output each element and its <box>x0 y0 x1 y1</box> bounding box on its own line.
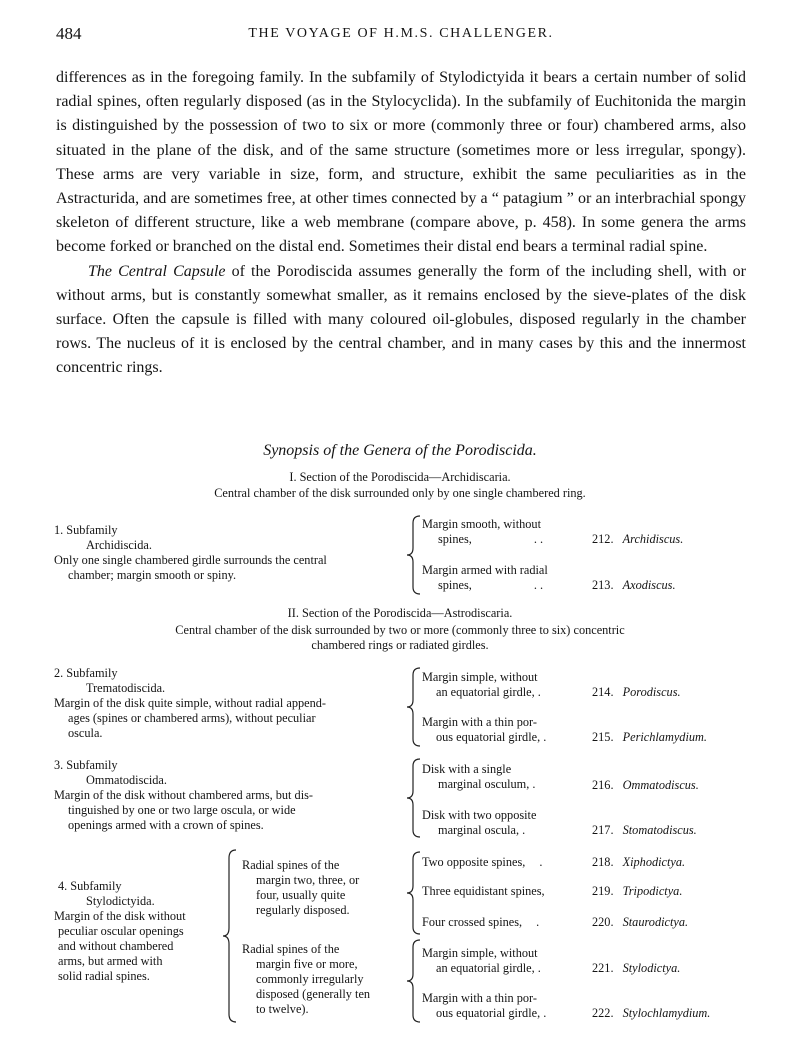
subfamily-4-desc-4: arms, but armed with <box>58 954 163 968</box>
group-b-desc-1: Radial spines of the <box>242 942 340 956</box>
subfamily-2-name: Trematodiscida. <box>86 681 166 695</box>
subfamily-3 <box>54 758 404 833</box>
genus-row-220: Four crossed spines, . 220. Staurodictya. <box>422 915 689 929</box>
subfamily-1-desc-1: Only one single chambered girdle surrounds the central <box>54 553 327 567</box>
subfamily-3-desc-2: tinguished by one or two large oscula, or wide <box>68 803 296 817</box>
genus-216-line2: marginal osculum, . <box>438 777 536 791</box>
subfamily-3-desc-1: Margin of the disk without chambered arms, but dis- <box>54 788 313 802</box>
genus-222: 222. Stylochlamydium. <box>592 1006 711 1020</box>
genus-216: 216. Ommatodiscus. <box>592 778 699 792</box>
subfamily-4-desc-3: and without chambered <box>58 939 174 953</box>
genus-215-line2: ous equatorial girdle, . <box>436 730 547 744</box>
genus-row-221 <box>422 946 592 976</box>
genus-217: 217. Stomatodiscus. <box>592 823 697 837</box>
genus-217-line1: Disk with two opposite <box>422 808 537 822</box>
genus-215: 215. Perichlamydium. <box>592 730 707 744</box>
subfamily-2-desc-2: ages (spines or chambered arms), without peculiar <box>68 711 316 725</box>
genus-row-219: Three equidistant spines, 219. Tripodictya. <box>422 884 683 898</box>
genus-220-number: 220. <box>592 915 614 929</box>
brace-1 <box>402 514 424 596</box>
brace-2 <box>402 666 424 748</box>
genus-220: Staurodictya. <box>622 915 689 929</box>
section-1-description: Central chamber of the disk surrounded only by one single chambered ring. <box>214 486 586 500</box>
group-b-desc-3: commonly irregularly <box>256 972 364 986</box>
group-a-desc-1: Radial spines of the <box>242 858 340 872</box>
body-text <box>56 66 746 381</box>
genus-row-218: Two opposite spines, . 218. Xiphodictya. <box>422 855 686 869</box>
brace-4-outer <box>218 848 240 1024</box>
genus-218-number: 218. <box>592 855 614 869</box>
group-b-desc-4: disposed (generally ten <box>256 987 371 1001</box>
genus-row-216 <box>422 762 592 792</box>
subfamily-2-desc-3: oscula. <box>68 726 103 740</box>
genus-222-line2: ous equatorial girdle, . <box>436 1006 547 1020</box>
genus-219-number: 219. <box>592 884 614 898</box>
paragraph-2-lead: The Central Capsule <box>88 262 226 280</box>
subfamily-4-desc-1: Margin of the disk without <box>54 909 186 923</box>
genus-217-line2: marginal oscula, . <box>438 823 526 837</box>
group-a-desc-3: four, usually quite <box>256 888 346 902</box>
subfamily-3-number: 3. Subfamily <box>54 758 118 772</box>
group-b-desc-5: to twelve). <box>256 1002 309 1016</box>
genus-213-line1: Margin armed with radial <box>422 563 548 577</box>
genus-row-214 <box>422 670 592 700</box>
paragraph-2-rest: of the Porodiscida assumes generally the form of the including shell, with or without arms, but is constantly somewhat smaller, as it remains enclosed by the sieve-plates of the disk surface. Often the capsule is filled with many coloured oil-globules, disposed regularly in the chamber rows. The nucleus of it is enclosed by the central chamber, and in many cases by this and the innermost concentric rings. <box>56 262 746 377</box>
subfamily-1-name: Archidiscida. <box>86 538 152 552</box>
genus-row-217 <box>422 808 592 838</box>
brace-4a <box>402 850 424 936</box>
genus-row-212 <box>422 517 592 547</box>
section-2-description-1: Central chamber of the disk surrounded by two or more (commonly three to six) concentric <box>175 623 625 637</box>
subfamily-4-desc-5: solid radial spines. <box>58 969 150 983</box>
genus-212-line1: Margin smooth, without <box>422 517 541 531</box>
subfamily-4-group-a <box>242 858 402 918</box>
genus-221: 221. Stylodictya. <box>592 961 681 975</box>
page-number: 484 <box>56 24 82 43</box>
genus-213: 213. Axodiscus. <box>592 578 676 592</box>
subfamily-3-desc-3: openings armed with a crown of spines. <box>68 818 264 832</box>
subfamily-4-desc-2: peculiar oscular openings <box>58 924 184 938</box>
genus-216-line1: Disk with a single <box>422 762 512 776</box>
genus-row-222 <box>422 991 592 1021</box>
genus-221-line2: an equatorial girdle, . <box>436 961 541 975</box>
group-b-desc-2: margin five or more, <box>256 957 358 971</box>
genus-221-line1: Margin simple, without <box>422 946 538 960</box>
page-header <box>56 24 746 48</box>
subfamily-1-number: 1. Subfamily <box>54 523 118 537</box>
subfamily-4-name: Stylodictyida. <box>86 894 155 908</box>
subfamily-2-desc-1: Margin of the disk quite simple, without radial append- <box>54 696 326 710</box>
subfamily-4-group-b <box>242 942 402 1017</box>
genus-214: 214. Porodiscus. <box>592 685 681 699</box>
running-title: THE VOYAGE OF H.M.S. CHALLENGER. <box>248 26 554 41</box>
brace-4b <box>402 938 424 1024</box>
genus-212-line2: spines, . . <box>438 532 544 546</box>
subfamily-2 <box>54 666 404 741</box>
genus-219: Tripodictya. <box>622 884 683 898</box>
paragraph-2 <box>56 260 746 381</box>
genus-row-213 <box>422 563 592 593</box>
genus-222-line1: Margin with a thin por- <box>422 991 537 1005</box>
genus-218: Xiphodictya. <box>622 855 686 869</box>
genus-row-215 <box>422 715 592 745</box>
genus-215-line1: Margin with a thin por- <box>422 715 537 729</box>
subfamily-4-number: 4. Subfamily <box>58 879 122 893</box>
genus-212: 212. Archidiscus. <box>592 532 684 546</box>
genus-214-line1: Margin simple, without <box>422 670 538 684</box>
section-1-heading: I. Section of the Porodiscida—Archidiscaria. <box>289 470 511 484</box>
subfamily-2-number: 2. Subfamily <box>54 666 118 680</box>
subfamily-4 <box>54 879 234 984</box>
section-2-description-2: chambered rings or radiated girdles. <box>311 638 489 652</box>
subfamily-1-desc-2: chamber; margin smooth or spiny. <box>68 568 237 582</box>
subfamily-3-name: Ommatodiscida. <box>86 773 167 787</box>
brace-3 <box>402 757 424 839</box>
genus-213-line2: spines, . . <box>438 578 544 592</box>
group-a-desc-2: margin two, three, or <box>256 873 360 887</box>
group-a-desc-4: regularly disposed. <box>256 903 350 917</box>
synopsis-title: Synopsis of the Genera of the Porodiscida. <box>263 442 537 459</box>
section-2-heading: II. Section of the Porodiscida—Astrodiscaria. <box>287 606 513 620</box>
paragraph-1: differences as in the foregoing family. In the subfamily of Stylodictyida it bears a certain number of solid radial spines, often regularly disposed (as in the Stylocyclida). In the subfamily of Euchitonida the margin is distinguished by the possession of two to six or more (commonly three or four) chambered arms, also situated in the plane of the disk, and of the same structure (sometimes more or less irregular, spongy). These arms are very variable in size, form, and structure, exhibit the same peculiarities as in the Astracturida, and are sometimes free, at other times connected by a “ patagium ” or an interbrachial spongy skeleton of different structure, like a web membrane (compare above, p. 458). In some genera the arms become forked or branched on the distal end. Sometimes their distal end bears a terminal radial spine. <box>56 69 746 256</box>
subfamily-1 <box>54 523 404 583</box>
genus-214-line2: an equatorial girdle, . <box>436 685 541 699</box>
